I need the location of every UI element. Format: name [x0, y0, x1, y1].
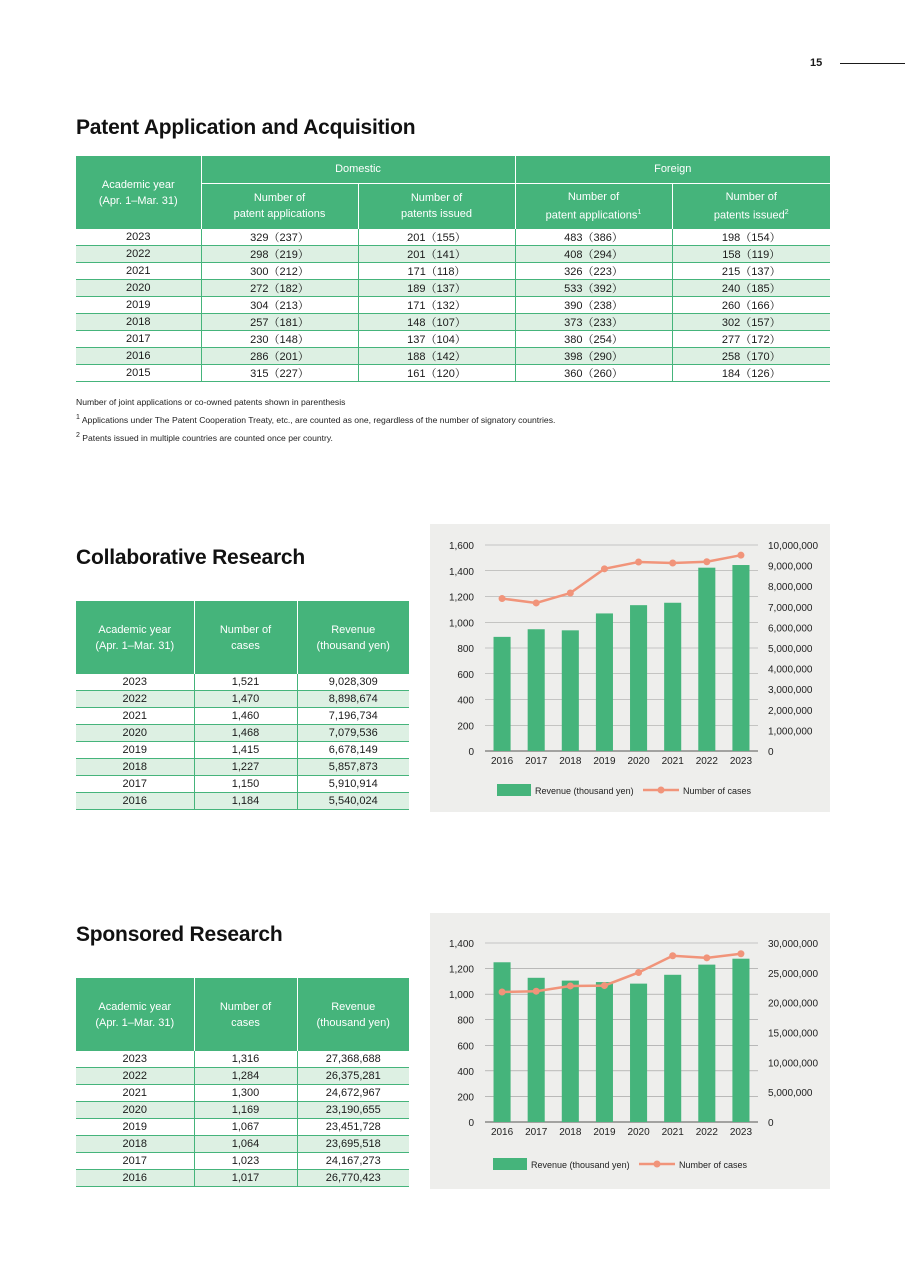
point-2020 — [635, 969, 642, 976]
point-2018 — [567, 590, 574, 597]
table-cell-rev: 6,678,149 — [297, 742, 409, 759]
left-axis-tick-label: 1,200 — [448, 592, 474, 604]
table-cell-year: 2022 — [76, 691, 194, 708]
table-cell-fa: 326（223） — [515, 263, 672, 280]
left-axis-tick-label: 200 — [457, 721, 474, 733]
table-cell-year: 2023 — [76, 229, 201, 246]
table-cell-da: 298（219） — [201, 246, 358, 263]
point-2023 — [737, 552, 744, 559]
left-axis-tick-label: 800 — [457, 644, 474, 655]
table-cell-cases: 1,017 — [194, 1170, 297, 1187]
table-cell-year: 2017 — [76, 1153, 194, 1170]
legend-line-label: Number of cases — [683, 786, 752, 796]
table-row — [76, 263, 830, 280]
table-cell-year: 2020 — [76, 1102, 194, 1119]
table-cell-rev: 5,540,024 — [297, 793, 409, 810]
table-row — [76, 1051, 409, 1068]
table-cell-fa: 408（294） — [515, 246, 672, 263]
right-axis-tick-label: 5,000,000 — [768, 1088, 813, 1100]
patent-header-foreign: Foreign — [515, 156, 830, 183]
table-cell-cases: 1,169 — [194, 1102, 297, 1119]
table-cell-cases: 1,415 — [194, 742, 297, 759]
sponsored-header-year: Academic year (Apr. 1–Mar. 31) — [76, 978, 194, 1051]
right-axis-tick-label: 4,000,000 — [768, 664, 813, 676]
table-cell-fa: 380（254） — [515, 331, 672, 348]
patent-notes — [76, 395, 555, 446]
table-cell-year: 2017 — [76, 331, 201, 348]
table-cell-di: 189（137） — [358, 280, 515, 297]
bar-2023 — [732, 959, 749, 1122]
point-2023 — [737, 950, 744, 957]
table-cell-fa: 360（260） — [515, 365, 672, 382]
bar-2021 — [664, 975, 681, 1122]
sponsored-chart — [430, 913, 830, 1189]
table-cell-cases: 1,468 — [194, 725, 297, 742]
table-row — [76, 246, 830, 263]
bar-2019 — [596, 613, 613, 751]
table-cell-di: 201（141） — [358, 246, 515, 263]
table-cell-year: 2021 — [76, 263, 201, 280]
table-cell-cases: 1,150 — [194, 776, 297, 793]
point-2017 — [533, 599, 540, 606]
right-axis-tick-label: 15,000,000 — [768, 1028, 819, 1040]
table-cell-di: 188（142） — [358, 348, 515, 365]
table-cell-fi: 215（137） — [672, 263, 830, 280]
left-axis-tick-label: 400 — [457, 1066, 474, 1078]
point-2021 — [669, 560, 676, 567]
patent-header-domestic-applications: Number of patent applications — [201, 183, 358, 229]
table-cell-fa: 533（392） — [515, 280, 672, 297]
table-cell-year: 2017 — [76, 776, 194, 793]
table-cell-cases: 1,023 — [194, 1153, 297, 1170]
table-row — [76, 229, 830, 246]
x-axis-tick-label: 2023 — [729, 1127, 753, 1138]
left-axis-tick-label: 400 — [457, 695, 474, 707]
table-row — [76, 1085, 409, 1102]
table-cell-fi: 277（172） — [672, 331, 830, 348]
table-row — [76, 280, 830, 297]
legend-bar-label: Revenue (thousand yen) — [531, 1160, 630, 1170]
table-cell-rev: 23,451,728 — [297, 1119, 409, 1136]
table-cell-cases: 1,184 — [194, 793, 297, 810]
table-row — [76, 1068, 409, 1085]
bar-2022 — [698, 568, 715, 751]
point-2021 — [669, 952, 676, 959]
sponsored-table — [76, 978, 409, 1187]
table-cell-year: 2020 — [76, 725, 194, 742]
table-cell-rev: 8,898,674 — [297, 691, 409, 708]
table-cell-da: 300（212） — [201, 263, 358, 280]
left-axis-tick-label: 1,400 — [448, 939, 474, 950]
right-axis-tick-label: 20,000,000 — [768, 998, 819, 1010]
left-axis-tick-label: 600 — [457, 669, 474, 681]
left-axis-tick-label: 1,200 — [448, 964, 474, 976]
table-row — [76, 759, 409, 776]
table-row — [76, 776, 409, 793]
bar-2017 — [528, 629, 545, 751]
bar-2019 — [596, 982, 613, 1122]
sponsored-chart-panel — [430, 913, 830, 1189]
right-axis-tick-label: 25,000,000 — [768, 968, 819, 980]
table-cell-cases: 1,227 — [194, 759, 297, 776]
table-cell-rev: 7,196,734 — [297, 708, 409, 725]
patent-note-2: $^2$ Patents issued in multiple countries are counted once per country. — [76, 431, 333, 443]
bar-2023 — [732, 565, 749, 751]
table-cell-year: 2016 — [76, 348, 201, 365]
table-row — [76, 314, 830, 331]
table-row — [76, 1170, 409, 1187]
right-axis-tick-label: 10,000,000 — [768, 541, 819, 552]
table-cell-fa: 373（233） — [515, 314, 672, 331]
table-cell-rev: 5,910,914 — [297, 776, 409, 793]
collab-chart-panel — [430, 524, 830, 812]
left-axis-tick-label: 1,400 — [448, 566, 474, 578]
point-2016 — [499, 988, 506, 995]
x-axis-tick-label: 2020 — [627, 1127, 650, 1138]
collab-header-revenue: Revenue (thousand yen) — [297, 601, 409, 674]
legend-line-marker — [654, 1161, 661, 1168]
table-cell-rev: 5,857,873 — [297, 759, 409, 776]
table-cell-year: 2018 — [76, 759, 194, 776]
table-cell-da: 286（201） — [201, 348, 358, 365]
table-cell-fi: 198（154） — [672, 229, 830, 246]
bar-2020 — [630, 984, 647, 1122]
bar-2022 — [698, 965, 715, 1122]
table-cell-year: 2021 — [76, 1085, 194, 1102]
table-cell-cases: 1,316 — [194, 1051, 297, 1068]
table-row — [76, 365, 830, 382]
table-cell-di: 148（107） — [358, 314, 515, 331]
left-axis-tick-label: 0 — [468, 1118, 474, 1129]
x-axis-tick-label: 2021 — [661, 1127, 684, 1138]
table-cell-year: 2022 — [76, 246, 201, 263]
table-cell-fi: 184（126） — [672, 365, 830, 382]
table-cell-fi: 302（157） — [672, 314, 830, 331]
table-cell-year: 2019 — [76, 297, 201, 314]
patent-header-foreign-applications: Number of patent applications$^1$ — [515, 183, 672, 229]
table-cell-fi: 258（170） — [672, 348, 830, 365]
bar-2021 — [664, 603, 681, 751]
collab-chart — [430, 524, 830, 812]
table-cell-year: 2020 — [76, 280, 201, 297]
table-cell-da: 304（213） — [201, 297, 358, 314]
table-cell-rev: 7,079,536 — [297, 725, 409, 742]
table-row — [76, 793, 409, 810]
patent-note-1: $^1$ Applications under The Patent Cooperation Treaty, etc., are counted as one, regardless of the number of signatory countries. — [76, 414, 556, 425]
table-cell-year: 2016 — [76, 793, 194, 810]
left-axis-tick-label: 0 — [468, 747, 474, 758]
table-cell-year: 2019 — [76, 742, 194, 759]
table-cell-rev: 9,028,309 — [297, 674, 409, 691]
right-axis-tick-label: 30,000,000 — [768, 939, 819, 950]
x-axis-tick-label: 2022 — [695, 756, 718, 767]
table-cell-di: 161（120） — [358, 365, 515, 382]
right-axis-tick-label: 3,000,000 — [768, 685, 813, 697]
x-axis-tick-label: 2022 — [695, 1127, 718, 1138]
table-cell-da: 272（182） — [201, 280, 358, 297]
table-cell-rev: 23,190,655 — [297, 1102, 409, 1119]
x-axis-tick-label: 2016 — [490, 756, 514, 767]
point-2020 — [635, 558, 642, 565]
patent-section-title: Patent Application and Acquisition — [76, 116, 416, 139]
page-number-rule — [840, 63, 905, 64]
point-2019 — [601, 565, 608, 572]
patent-header-domestic: Domestic — [201, 156, 515, 183]
right-axis-tick-label: 10,000,000 — [768, 1058, 819, 1070]
point-2019 — [601, 982, 608, 989]
table-cell-year: 2016 — [76, 1170, 194, 1187]
right-axis-tick-label: 8,000,000 — [768, 582, 813, 594]
table-cell-year: 2018 — [76, 1136, 194, 1153]
x-axis-tick-label: 2020 — [627, 756, 650, 767]
table-cell-rev: 23,695,518 — [297, 1136, 409, 1153]
legend-bar-swatch — [497, 784, 531, 796]
table-row — [76, 691, 409, 708]
bar-2016 — [494, 962, 511, 1122]
left-axis-tick-label: 1,000 — [448, 990, 474, 1002]
point-2022 — [703, 954, 710, 961]
collab-table — [76, 601, 409, 810]
table-cell-cases: 1,300 — [194, 1085, 297, 1102]
table-cell-rev: 26,375,281 — [297, 1068, 409, 1085]
right-axis-tick-label: 2,000,000 — [768, 705, 813, 717]
bar-2017 — [528, 978, 545, 1122]
table-cell-rev: 24,672,967 — [297, 1085, 409, 1102]
table-cell-year: 2023 — [76, 674, 194, 691]
left-axis-tick-label: 800 — [457, 1015, 474, 1027]
right-axis-tick-label: 9,000,000 — [768, 561, 813, 573]
table-row — [76, 708, 409, 725]
x-axis-tick-label: 2018 — [559, 756, 582, 767]
legend-line-label: Number of cases — [679, 1160, 748, 1170]
bar-2018 — [562, 630, 579, 751]
point-2016 — [499, 595, 506, 602]
patent-note-main: Number of joint applications or co-owned patents shown in parenthesis — [76, 397, 346, 407]
table-cell-rev: 24,167,273 — [297, 1153, 409, 1170]
bar-2020 — [630, 605, 647, 751]
left-axis-tick-label: 600 — [457, 1041, 474, 1053]
table-cell-cases: 1,067 — [194, 1119, 297, 1136]
table-cell-di: 137（104） — [358, 331, 515, 348]
table-cell-di: 201（155） — [358, 229, 515, 246]
table-cell-da: 230（148） — [201, 331, 358, 348]
table-row — [76, 1153, 409, 1170]
right-axis-tick-label: 5,000,000 — [768, 644, 813, 655]
x-axis-tick-label: 2018 — [559, 1127, 582, 1138]
collab-header-cases: Number of cases — [194, 601, 297, 674]
table-cell-rev: 26,770,423 — [297, 1170, 409, 1187]
table-row — [76, 725, 409, 742]
table-row — [76, 297, 830, 314]
table-row — [76, 1136, 409, 1153]
bar-2018 — [562, 981, 579, 1122]
collab-header-year: Academic year (Apr. 1–Mar. 31) — [76, 601, 194, 674]
left-axis-tick-label: 200 — [457, 1092, 474, 1104]
table-cell-year: 2023 — [76, 1051, 194, 1068]
table-cell-da: 257（181） — [201, 314, 358, 331]
point-2017 — [533, 988, 540, 995]
legend-line-marker — [658, 787, 665, 794]
page-number: 15 — [810, 57, 823, 69]
point-2022 — [703, 558, 710, 565]
table-cell-cases: 1,284 — [194, 1068, 297, 1085]
x-axis-tick-label: 2017 — [525, 1127, 548, 1138]
x-axis-tick-label: 2017 — [525, 756, 548, 767]
x-axis-tick-label: 2019 — [593, 1127, 616, 1138]
table-row — [76, 1102, 409, 1119]
left-axis-tick-label: 1,000 — [448, 618, 474, 630]
table-cell-year: 2019 — [76, 1119, 194, 1136]
point-2018 — [567, 982, 574, 989]
bar-2016 — [494, 637, 511, 751]
table-cell-cases: 1,470 — [194, 691, 297, 708]
table-row — [76, 331, 830, 348]
table-cell-year: 2015 — [76, 365, 201, 382]
table-cell-year: 2022 — [76, 1068, 194, 1085]
table-row — [76, 348, 830, 365]
table-cell-di: 171（118） — [358, 263, 515, 280]
table-cell-da: 315（227） — [201, 365, 358, 382]
right-axis-tick-label: 7,000,000 — [768, 602, 813, 614]
x-axis-tick-label: 2023 — [729, 756, 753, 767]
table-cell-fi: 158（119） — [672, 246, 830, 263]
table-cell-fa: 390（238） — [515, 297, 672, 314]
x-axis-tick-label: 2016 — [490, 1127, 514, 1138]
patent-header-year: Academic year (Apr. 1–Mar. 31) — [76, 156, 201, 229]
patent-header-domestic-issued: Number of patents issued — [358, 183, 515, 229]
table-cell-fa: 483（386） — [515, 229, 672, 246]
table-cell-fi: 260（166） — [672, 297, 830, 314]
right-axis-tick-label: 6,000,000 — [768, 623, 813, 635]
sponsored-header-cases: Number of cases — [194, 978, 297, 1051]
table-cell-cases: 1,064 — [194, 1136, 297, 1153]
table-row — [76, 674, 409, 691]
table-cell-cases: 1,521 — [194, 674, 297, 691]
table-cell-di: 171（132） — [358, 297, 515, 314]
sponsored-header-revenue: Revenue (thousand yen) — [297, 978, 409, 1051]
x-axis-tick-label: 2021 — [661, 756, 684, 767]
right-axis-tick-label: 1,000,000 — [768, 726, 813, 738]
table-cell-year: 2018 — [76, 314, 201, 331]
sponsored-section-title: Sponsored Research — [76, 923, 283, 946]
right-axis-tick-label: 0 — [768, 1118, 774, 1129]
table-row — [76, 742, 409, 759]
collab-section-title: Collaborative Research — [76, 546, 306, 569]
table-cell-rev: 27,368,688 — [297, 1051, 409, 1068]
right-axis-tick-label: 0 — [768, 747, 774, 758]
left-axis-tick-label: 1,600 — [448, 541, 474, 552]
table-cell-fa: 398（290） — [515, 348, 672, 365]
legend-bar-label: Revenue (thousand yen) — [535, 786, 634, 796]
patent-header-foreign-issued: Number of patents issued$^2$ — [672, 183, 830, 229]
table-cell-da: 329（237） — [201, 229, 358, 246]
x-axis-tick-label: 2019 — [593, 756, 616, 767]
table-cell-year: 2021 — [76, 708, 194, 725]
legend-bar-swatch — [493, 1158, 527, 1170]
table-cell-cases: 1,460 — [194, 708, 297, 725]
table-cell-fi: 240（185） — [672, 280, 830, 297]
table-row — [76, 1119, 409, 1136]
patent-table — [76, 156, 830, 382]
